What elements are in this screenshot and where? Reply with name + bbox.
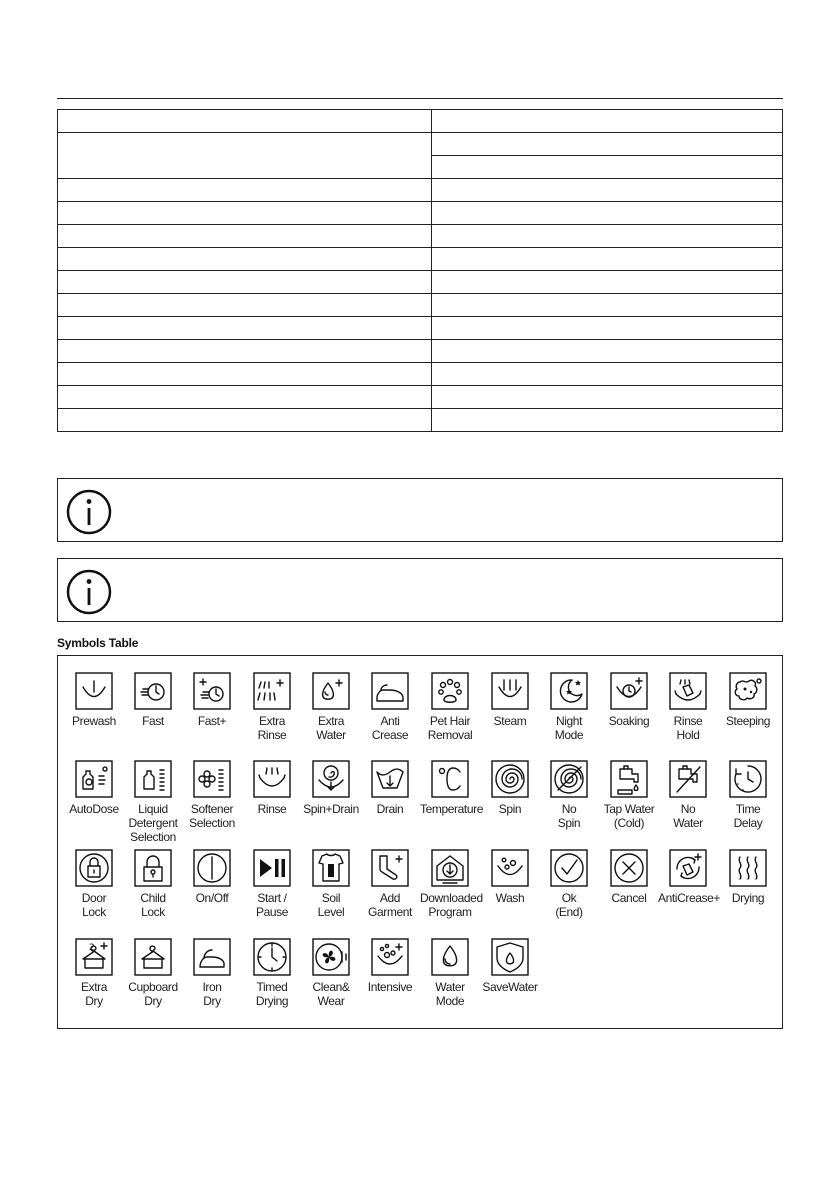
- symbol-item: [718, 672, 778, 728]
- table-cell: [432, 294, 783, 317]
- drying-icon: [729, 849, 767, 887]
- table-row: [58, 202, 783, 225]
- symbol-item: [242, 760, 302, 816]
- symbol-item: [301, 849, 361, 919]
- symbol-label: Extra Rinse: [257, 714, 287, 742]
- soaking-icon: [610, 672, 648, 710]
- symbol-label: Liquid Detergent Selection: [128, 802, 178, 844]
- symbol-label: Time Delay: [733, 802, 763, 830]
- symbol-label: SaveWater: [482, 980, 538, 994]
- symbol-label: Pet Hair Removal: [427, 714, 473, 742]
- section-title: Symbols Table: [57, 636, 139, 650]
- symbol-item: [360, 760, 420, 816]
- symbol-item: [360, 849, 420, 919]
- symbol-item: [539, 760, 599, 830]
- symbol-label: AutoDose: [69, 802, 119, 816]
- night-mode-icon: [550, 672, 588, 710]
- downloaded-program-icon: [431, 849, 469, 887]
- table-row: [58, 271, 783, 294]
- info-icon: [66, 489, 112, 535]
- table-row: [58, 225, 783, 248]
- symbol-label: No Spin: [557, 802, 581, 830]
- table-cell: [58, 386, 432, 409]
- table-row: [58, 340, 783, 363]
- symbol-item: [301, 938, 361, 1008]
- fast-plus-icon: [193, 672, 231, 710]
- symbol-label: Soaking: [608, 714, 650, 728]
- pet-hair-removal-icon: [431, 672, 469, 710]
- start-pause-icon: [253, 849, 291, 887]
- symbol-label: Softener Selection: [189, 802, 235, 830]
- spec-table: [57, 109, 783, 432]
- table-row: [58, 248, 783, 271]
- ok-icon: [550, 849, 588, 887]
- table-cell: [58, 133, 432, 179]
- spin-icon: [491, 760, 529, 798]
- table-cell: [58, 294, 432, 317]
- extra-water-icon: [312, 672, 350, 710]
- table-row: [58, 110, 783, 133]
- liquid-detergent-icon: [134, 760, 172, 798]
- table-cell: [432, 271, 783, 294]
- symbol-label: Extra Dry: [80, 980, 107, 1008]
- on-off-icon: [193, 849, 231, 887]
- table-cell: [432, 110, 783, 133]
- drain-icon: [371, 760, 409, 798]
- table-cell: [58, 225, 432, 248]
- symbols-table: [57, 655, 783, 1029]
- table-row: [58, 179, 783, 202]
- add-garment-icon: [371, 849, 409, 887]
- symbol-label: No Water: [673, 802, 703, 830]
- symbol-item: [480, 672, 540, 728]
- steam-icon: [491, 672, 529, 710]
- symbol-item: [718, 760, 778, 830]
- table-cell: [58, 179, 432, 202]
- table-cell: [432, 225, 783, 248]
- time-delay-icon: [729, 760, 767, 798]
- symbol-label: Timed Drying: [255, 980, 289, 1008]
- intensive-icon: [371, 938, 409, 976]
- symbol-label: Wash: [495, 891, 525, 905]
- symbol-item: [420, 849, 483, 919]
- table-row: [58, 363, 783, 386]
- table-cell: [432, 409, 783, 432]
- symbol-item: [242, 938, 302, 1008]
- clean-wear-icon: [312, 938, 350, 976]
- symbol-label: Spin: [498, 802, 522, 816]
- table-cell: [432, 156, 783, 179]
- symbol-label: Cupboard Dry: [128, 980, 178, 1008]
- symbol-item: [480, 760, 540, 816]
- symbol-label: Start / Pause: [255, 891, 289, 919]
- symbol-label: Rinse Hold: [673, 714, 703, 742]
- symbol-item: [658, 849, 718, 905]
- symbol-label: Iron Dry: [202, 980, 222, 1008]
- table-cell: [58, 110, 432, 133]
- extra-dry-icon: [75, 938, 113, 976]
- symbol-label: Intensive: [367, 980, 413, 994]
- symbol-item: [123, 938, 183, 1008]
- info-note-2: [57, 558, 783, 622]
- symbol-item: [64, 938, 124, 1008]
- symbol-label: Drying: [731, 891, 765, 905]
- temperature-icon: [431, 760, 469, 798]
- symbol-label: Child Lock: [140, 891, 166, 919]
- symbol-item: [182, 672, 242, 728]
- table-cell: [432, 179, 783, 202]
- svg-text:2: 2: [89, 943, 95, 953]
- symbol-item: [242, 672, 302, 742]
- symbol-label: Rinse: [257, 802, 287, 816]
- rinse-icon: [253, 760, 291, 798]
- symbol-item: [360, 672, 420, 742]
- child-lock-icon: [134, 849, 172, 887]
- cancel-icon: [610, 849, 648, 887]
- autodose-icon: [75, 760, 113, 798]
- symbol-item: [182, 760, 242, 830]
- anti-crease-icon: [371, 672, 409, 710]
- table-cell: [58, 248, 432, 271]
- table-cell: [58, 202, 432, 225]
- table-cell: [432, 363, 783, 386]
- symbol-label: Night Mode: [554, 714, 584, 742]
- symbol-label: Add Garment: [368, 891, 412, 919]
- symbol-item: [420, 760, 483, 816]
- symbol-label: Steam: [493, 714, 527, 728]
- symbol-label: Anti Crease: [371, 714, 409, 742]
- table-cell: [432, 317, 783, 340]
- table-cell: [432, 248, 783, 271]
- symbol-label: Tap Water (Cold): [603, 802, 655, 830]
- symbol-label: Door Lock: [81, 891, 107, 919]
- symbol-item: [301, 760, 361, 816]
- symbol-item: [420, 938, 480, 1008]
- timed-drying-icon: [253, 938, 291, 976]
- symbol-item: [599, 672, 659, 728]
- anticrease-plus-icon: [669, 849, 707, 887]
- table-cell: [432, 202, 783, 225]
- symbol-item: [64, 849, 124, 919]
- symbol-item: [182, 849, 242, 905]
- symbol-item: [123, 760, 183, 844]
- info-note-1: [57, 478, 783, 542]
- symbol-label: Ok (End): [555, 891, 583, 919]
- no-water-icon: [669, 760, 707, 798]
- table-row: [58, 409, 783, 432]
- tap-water-icon: [610, 760, 648, 798]
- symbol-item: [301, 672, 361, 742]
- table-cell: [432, 133, 783, 156]
- symbol-item: [360, 938, 420, 994]
- water-mode-icon: [431, 938, 469, 976]
- symbol-item: [480, 849, 540, 905]
- symbol-label: Temperature: [420, 802, 483, 816]
- table-cell: [58, 340, 432, 363]
- symbol-label: Fast: [142, 714, 164, 728]
- symbol-item: [539, 849, 599, 919]
- symbol-item: [64, 672, 124, 728]
- symbol-label: Spin+Drain: [303, 802, 359, 816]
- table-row: [58, 294, 783, 317]
- spin-drain-icon: [312, 760, 350, 798]
- iron-dry-icon: [193, 938, 231, 976]
- symbol-item: [658, 760, 718, 830]
- symbol-label: Steeping: [725, 714, 771, 728]
- symbol-item: [539, 672, 599, 742]
- symbol-label: Downloaded Program: [420, 891, 483, 919]
- symbol-item: [64, 760, 124, 816]
- symbol-label: Fast+: [197, 714, 227, 728]
- steeping-icon: [729, 672, 767, 710]
- symbol-label: Cancel: [611, 891, 647, 905]
- symbol-label: Water Mode: [435, 980, 465, 1008]
- table-cell: [58, 363, 432, 386]
- info-icon: [66, 569, 112, 615]
- rinse-hold-icon: [669, 672, 707, 710]
- prewash-icon: [75, 672, 113, 710]
- table-cell: [432, 386, 783, 409]
- symbol-item: [480, 938, 540, 994]
- symbol-label: Extra Water: [316, 714, 346, 742]
- fast-icon: [134, 672, 172, 710]
- symbol-item: [599, 849, 659, 905]
- savewater-icon: [491, 938, 529, 976]
- wash-icon: [491, 849, 529, 887]
- symbol-item: [123, 672, 183, 728]
- table-row: [58, 133, 783, 156]
- symbol-label: Prewash: [72, 714, 116, 728]
- symbol-item: [718, 849, 778, 905]
- table-cell: [432, 340, 783, 363]
- symbol-item: [420, 672, 480, 742]
- door-lock-icon: [75, 849, 113, 887]
- symbol-label: On/Off: [195, 891, 229, 905]
- table-cell: [58, 317, 432, 340]
- symbol-item: [599, 760, 659, 830]
- symbol-label: Clean& Wear: [312, 980, 350, 1008]
- soil-level-icon: [312, 849, 350, 887]
- softener-icon: [193, 760, 231, 798]
- symbol-label: Drain: [376, 802, 404, 816]
- cupboard-dry-icon: [134, 938, 172, 976]
- symbol-item: [123, 849, 183, 919]
- symbol-label: Soil Level: [317, 891, 345, 919]
- top-rule: [57, 98, 783, 99]
- symbol-label: AntiCrease+: [658, 891, 720, 905]
- table-row: [58, 386, 783, 409]
- table-row: [58, 317, 783, 340]
- extra-rinse-icon: [253, 672, 291, 710]
- table-cell: [58, 271, 432, 294]
- symbol-item: [658, 672, 718, 742]
- no-spin-icon: [550, 760, 588, 798]
- symbol-item: [182, 938, 242, 1008]
- symbol-item: [242, 849, 302, 919]
- table-cell: [58, 409, 432, 432]
